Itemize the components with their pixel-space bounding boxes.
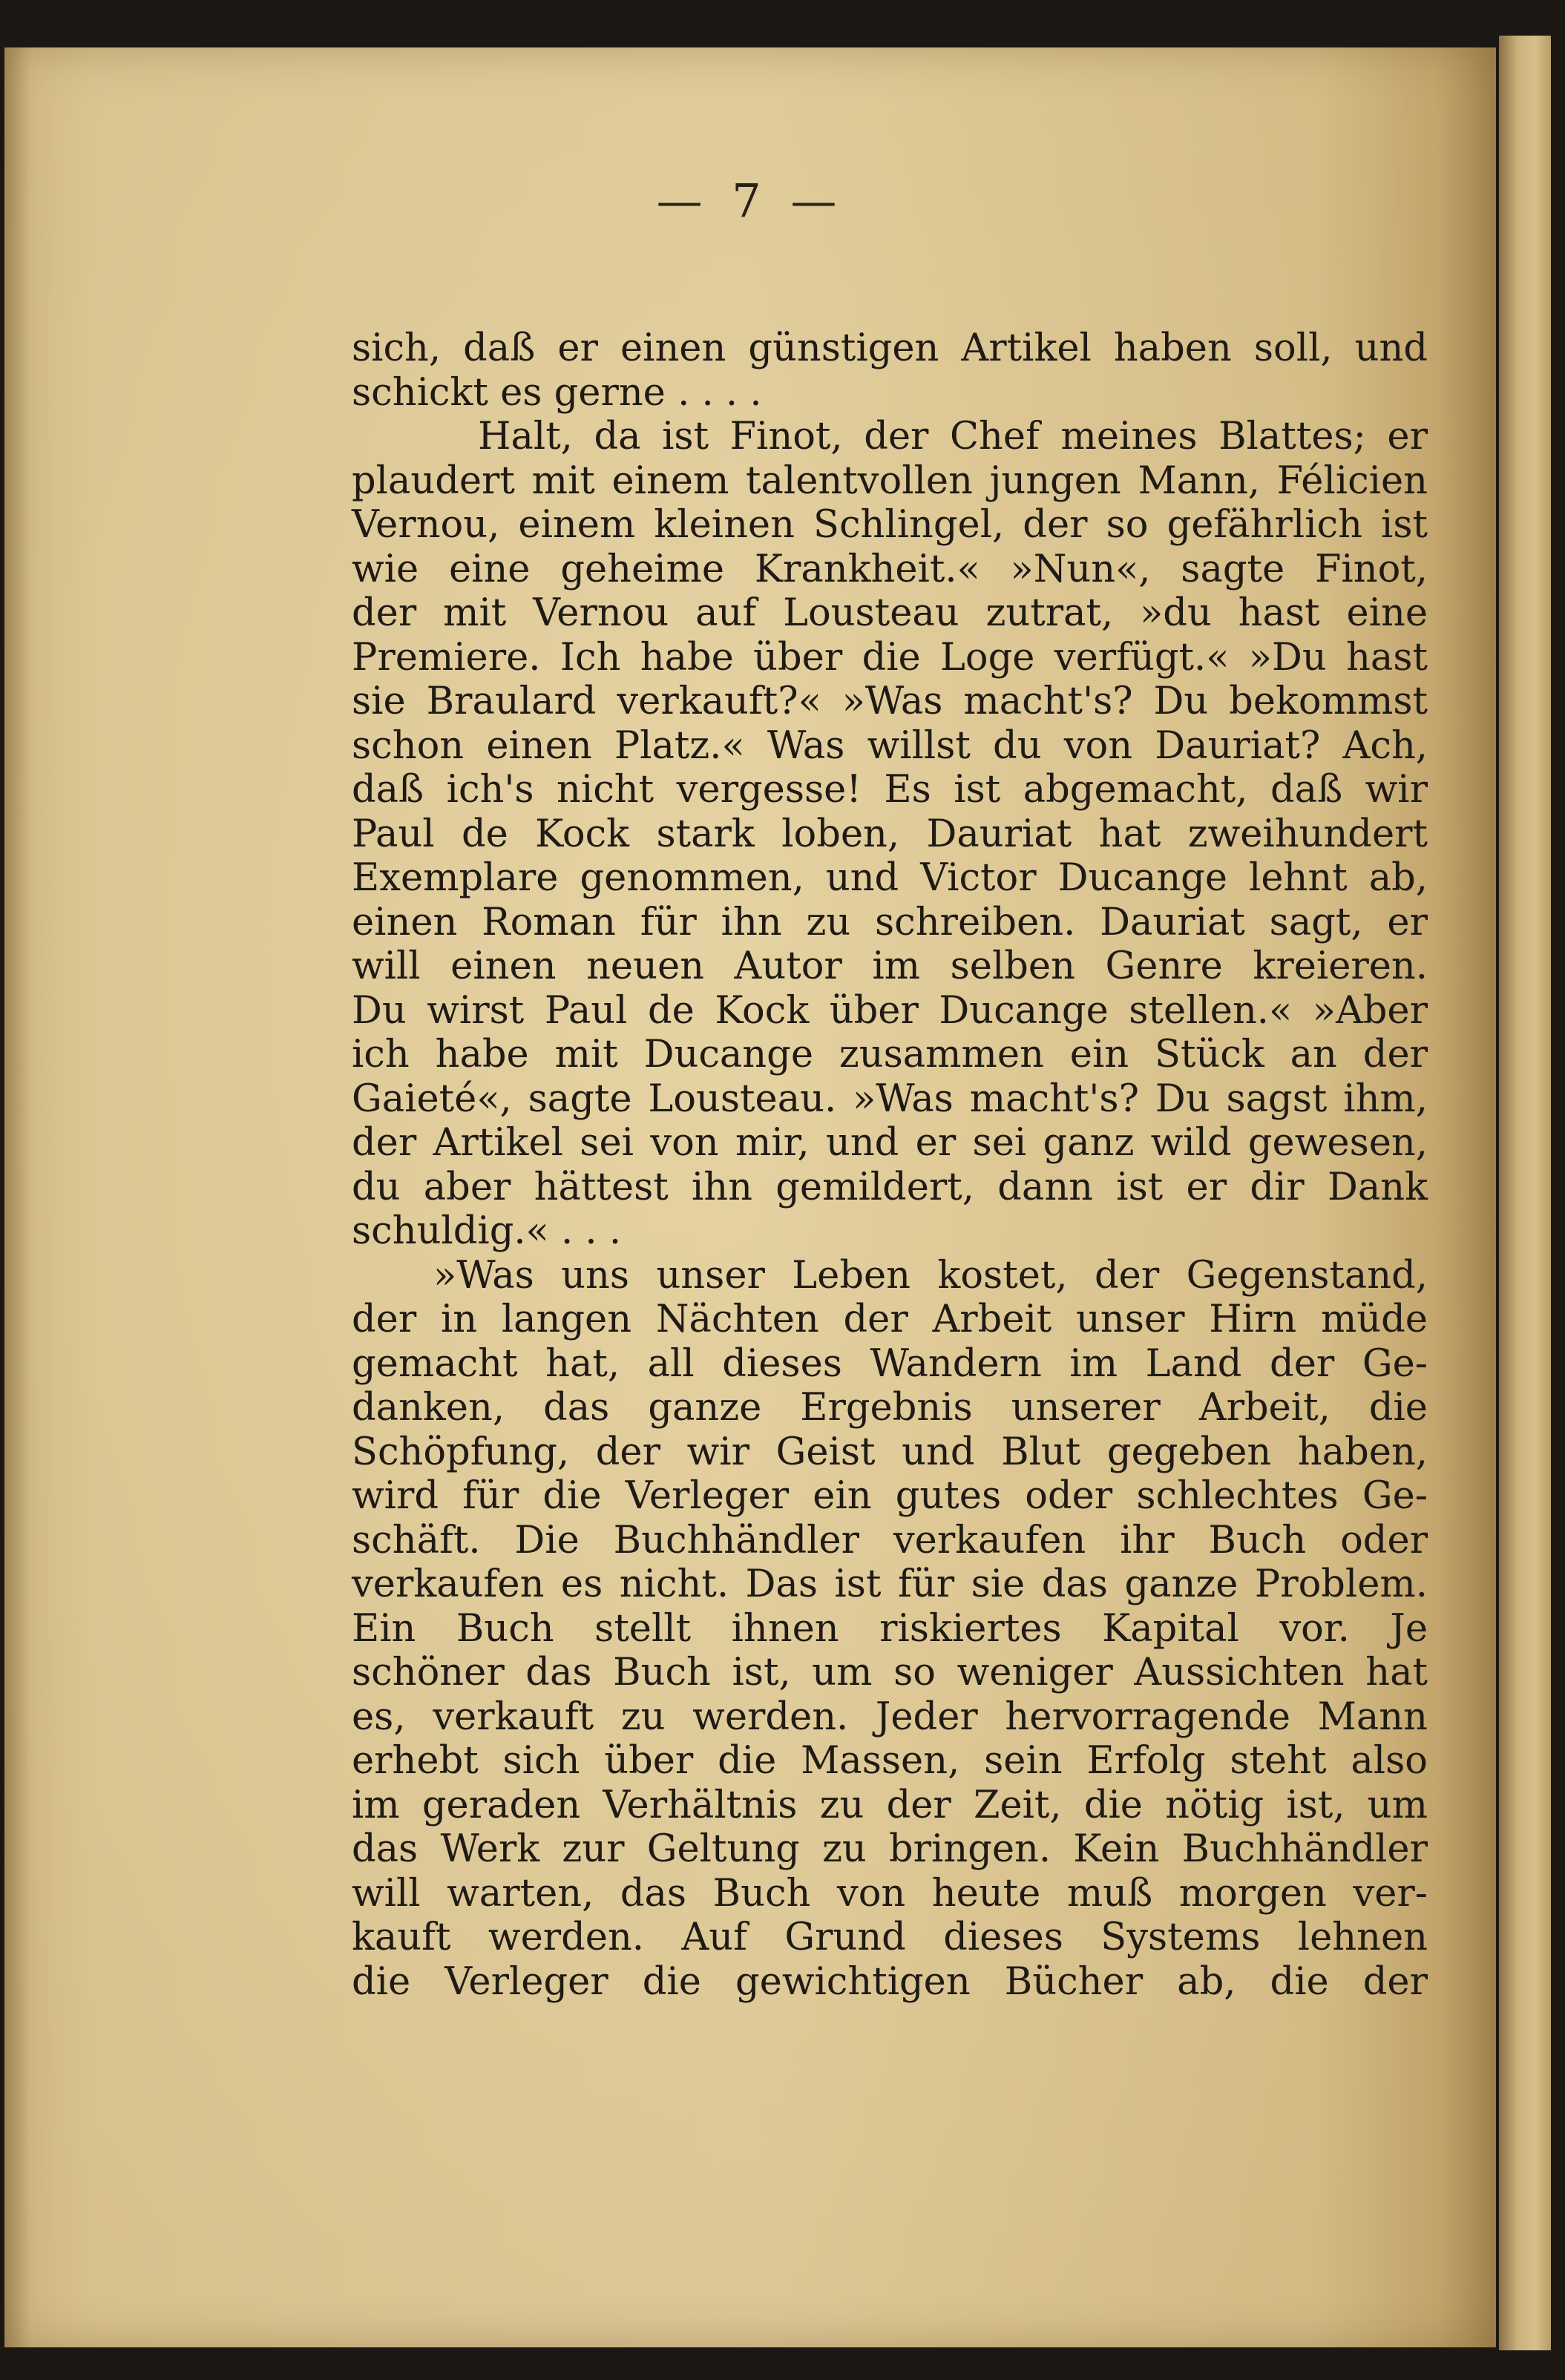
- text-line: danken, das ganze Ergebnis unserer Arbeit, die: [352, 1386, 1428, 1430]
- text-line: Exemplare genommen, und Victor Ducange lehnt ab,: [352, 856, 1428, 900]
- page-number: — 7 —: [656, 174, 844, 228]
- body-text: [352, 326, 1428, 2004]
- text-line: im geraden Verhältnis zu der Zeit, die nötig ist, um: [352, 1783, 1428, 1827]
- text-line: Ein Buch stellt ihnen riskiertes Kapital vor. Je: [352, 1606, 1428, 1651]
- text-line: schuldig.« . . .: [352, 1209, 622, 1253]
- text-line: Gaieté«, sagte Lousteau. »Was macht's? Du sagst ihm,: [352, 1076, 1428, 1121]
- text-line: schöner das Buch ist, um so weniger Aussichten hat: [352, 1651, 1428, 1694]
- text-line: Du wirst Paul de Kock über Ducange stellen.« »Aber: [352, 988, 1428, 1033]
- text-line: schickt es gerne . . . .: [352, 370, 762, 415]
- text-line: wird für die Verleger ein gutes oder schlechtes Ge-: [352, 1474, 1428, 1518]
- text-line: schon einen Platz.« Was willst du von Dauriat? Ach,: [352, 723, 1428, 768]
- text-line: du aber hättest ihn gemildert, dann ist er dir Dank: [352, 1165, 1428, 1209]
- text-line: ich habe mit Ducange zusammen ein Stück an der: [352, 1033, 1428, 1076]
- text-line: plaudert mit einem talentvollen jungen Mann, Félicien: [352, 458, 1428, 503]
- text-line: Paul de Kock stark loben, Dauriat hat zweihundert: [352, 812, 1428, 856]
- text-line: einen Roman für ihn zu schreiben. Dauriat sagt, er: [352, 900, 1428, 944]
- text-line: schäft. Die Buchhändler verkaufen ihr Buch oder: [352, 1518, 1428, 1562]
- text-line: sie Braulard verkauft?« »Was macht's? Du bekommst: [352, 680, 1428, 723]
- text-line: die Verleger die gewichtigen Bücher ab, die der: [352, 1959, 1428, 2004]
- text-line: der in langen Nächten der Arbeit unser Hirn müde: [352, 1298, 1428, 1341]
- text-line: sich, daß er einen günstigen Artikel haben soll, und: [352, 326, 1428, 370]
- text-line: Schöpfung, der wir Geist und Blut gegeben haben,: [352, 1430, 1428, 1474]
- text-line: Vernou, einem kleinen Schlingel, der so gefährlich ist: [352, 503, 1428, 547]
- text-line: es, verkauft zu werden. Jeder hervorragende Mann: [352, 1694, 1428, 1739]
- text-line: will einen neuen Autor im selben Genre kreieren.: [352, 944, 1428, 988]
- text-line: das Werk zur Geltung zu bringen. Kein Buchhändler: [352, 1827, 1428, 1871]
- text-line: will warten, das Buch von heute muß morgen ver-: [352, 1871, 1428, 1916]
- text-line: Premiere. Ich habe über die Loge verfügt.« »Du hast: [352, 635, 1428, 680]
- text-line: kauft werden. Auf Grund dieses Systems lehnen: [352, 1916, 1428, 1959]
- page-gutter-shadow: [4, 47, 30, 2347]
- text-line: wie eine geheime Krankheit.« »Nun«, sagte Finot,: [352, 547, 1428, 591]
- next-page-edge: [1499, 36, 1551, 2350]
- text-line: daß ich's nicht vergesse! Es ist abgemacht, daß wir: [352, 768, 1428, 812]
- text-line: »Was uns unser Leben kostet, der Gegenstand,: [433, 1253, 1428, 1298]
- text-line: gemacht hat, all dieses Wandern im Land der Ge-: [352, 1341, 1428, 1386]
- text-line: der Artikel sei von mir, und er sei ganz wild gewesen,: [352, 1121, 1428, 1165]
- text-line: der mit Vernou auf Lousteau zutrat, »du hast eine: [352, 591, 1428, 635]
- text-line: verkaufen es nicht. Das ist für sie das ganze Problem.: [352, 1562, 1428, 1606]
- text-line: erhebt sich über die Massen, sein Erfolg steht also: [352, 1739, 1428, 1783]
- book-page: [4, 47, 1496, 2347]
- text-line: Halt, da ist Finot, der Chef meines Blattes; er: [478, 415, 1428, 458]
